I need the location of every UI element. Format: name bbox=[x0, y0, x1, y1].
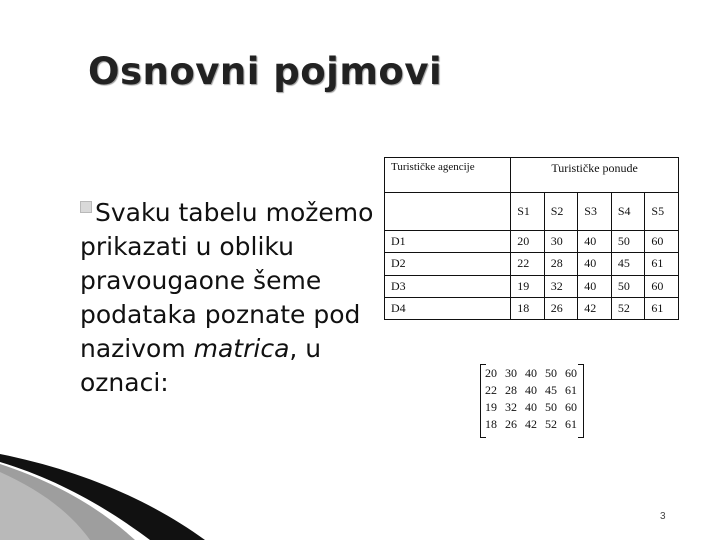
matrix-cell: 32 bbox=[505, 400, 517, 414]
matrix-cell: 60 bbox=[565, 400, 577, 414]
matrix-cell: 22 bbox=[485, 383, 497, 397]
matrix-cell: 50 bbox=[545, 366, 557, 380]
table-cell: 19 bbox=[511, 275, 545, 297]
matrix-cell: 18 bbox=[485, 417, 497, 431]
page-number: 3 bbox=[660, 511, 666, 522]
matrix-cell: 60 bbox=[565, 366, 577, 380]
table-cell: 50 bbox=[611, 231, 645, 253]
matrix-cell: 26 bbox=[505, 417, 517, 431]
table-cell: 40 bbox=[578, 275, 612, 297]
header-cell-agencies: Turističke agencije bbox=[385, 158, 511, 193]
matrix-cell: 40 bbox=[525, 383, 537, 397]
table-cell: 50 bbox=[611, 275, 645, 297]
body-text-end: , u oznaci: bbox=[80, 334, 322, 397]
body-text-emphasis: matrica bbox=[193, 334, 290, 363]
matrix-cell: 30 bbox=[505, 366, 517, 380]
table-cell: 30 bbox=[544, 231, 578, 253]
column-header: S4 bbox=[611, 193, 645, 231]
body-text-start: Svaku tabelu možemo prikazati u obliku pravougaone šeme podataka poznate pod nazivom bbox=[80, 198, 374, 363]
table-cell: 52 bbox=[611, 297, 645, 319]
matrix-cell: 40 bbox=[525, 366, 537, 380]
table-cell: 32 bbox=[544, 275, 578, 297]
table-cell: 18 bbox=[511, 297, 545, 319]
table-cell: 61 bbox=[645, 253, 679, 275]
table-cell: 40 bbox=[578, 231, 612, 253]
matrix-cell: 19 bbox=[485, 400, 497, 414]
table-cell: 61 bbox=[645, 297, 679, 319]
matrix-cell: 50 bbox=[545, 400, 557, 414]
matrix-cell: 61 bbox=[565, 417, 577, 431]
row-label: D4 bbox=[385, 297, 511, 319]
table-cell: 20 bbox=[511, 231, 545, 253]
matrix-cell: 20 bbox=[485, 366, 497, 380]
column-header: S3 bbox=[578, 193, 612, 231]
table-cell: 60 bbox=[645, 275, 679, 297]
matrix-cell: 45 bbox=[545, 383, 557, 397]
table-cell: 60 bbox=[645, 231, 679, 253]
row-label: D1 bbox=[385, 231, 511, 253]
matrix-cell: 61 bbox=[565, 383, 577, 397]
column-header: S1 bbox=[511, 193, 545, 231]
header-cell-offers: Turističke ponude bbox=[511, 158, 679, 193]
column-header: S5 bbox=[645, 193, 679, 231]
matrix-cell: 40 bbox=[525, 400, 537, 414]
table-cell: 45 bbox=[611, 253, 645, 275]
slide-title: Osnovni pojmovi bbox=[88, 50, 443, 93]
table-cell: 28 bbox=[544, 253, 578, 275]
column-header: S2 bbox=[544, 193, 578, 231]
row-label: D3 bbox=[385, 275, 511, 297]
table-cell: 26 bbox=[544, 297, 578, 319]
table-cell: 22 bbox=[511, 253, 545, 275]
row-label: D2 bbox=[385, 253, 511, 275]
table-cell: 40 bbox=[578, 253, 612, 275]
matrix-cell: 52 bbox=[545, 417, 557, 431]
table-cell: 42 bbox=[578, 297, 612, 319]
matrix-cell: 28 bbox=[505, 383, 517, 397]
matrix-cell: 42 bbox=[525, 417, 537, 431]
